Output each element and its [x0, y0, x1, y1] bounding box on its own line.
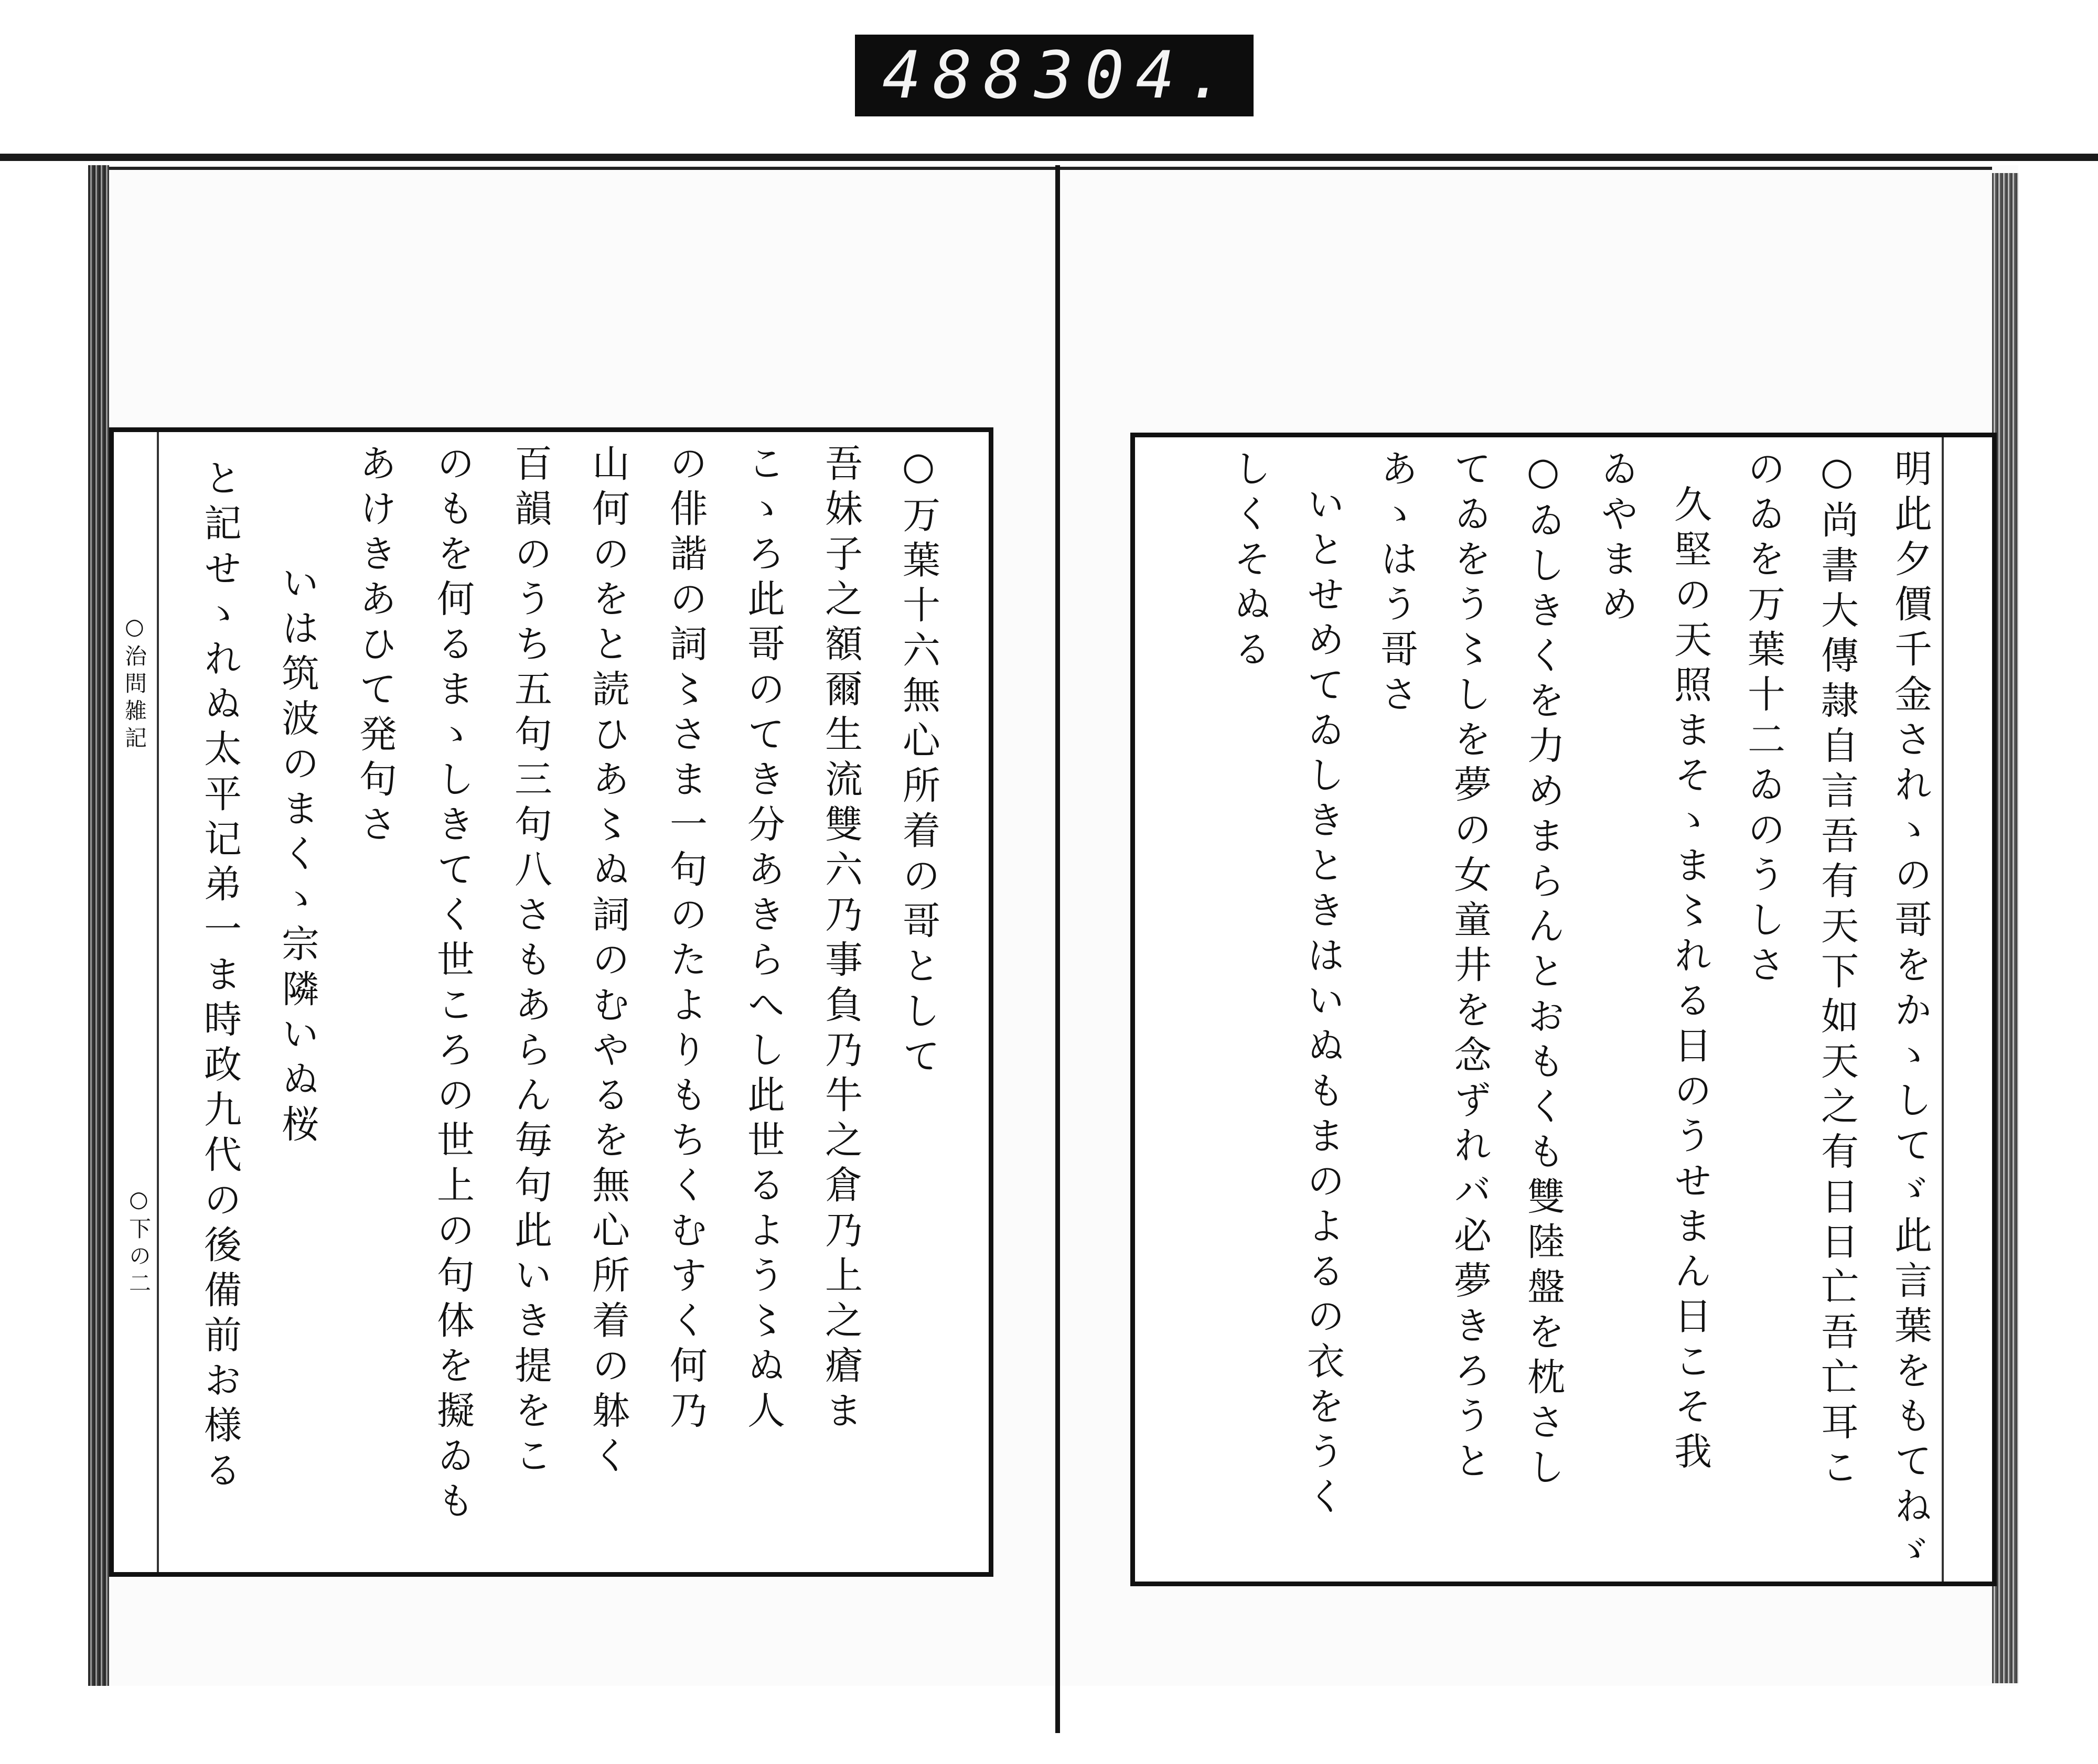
right-column-5: ゐやまめ	[1594, 449, 1639, 629]
right-column-6: ○ゐしきくを力めまらんとおもくも雙陸盤を枕さし	[1521, 449, 1565, 1492]
catalog-counter	[855, 35, 1254, 116]
right-column-3: のゐを万葉十二ゐのうしさ	[1741, 449, 1785, 990]
left-page-top-line	[109, 167, 1055, 170]
left-column-3: こゝろ此哥のてき分あきらへし此世るよう〻ぬ人	[741, 444, 785, 1436]
left-column-8: あけきあひて発句さ	[353, 444, 397, 849]
left-column-7: のもを何るまゝしきてく世ころの世上の句体を擬ゐも	[431, 444, 475, 1526]
book-left-edge	[88, 165, 109, 1686]
counter-left-number: 488	[882, 38, 1034, 113]
left-frame-inner-rule	[157, 432, 159, 1572]
margin-book-title: ○治問雑記	[122, 614, 147, 754]
margin-page-number: ○下の二	[126, 1186, 152, 1299]
right-page-top-line	[1060, 167, 1992, 170]
right-frame-inner-rule	[1942, 437, 1944, 1582]
left-column-4: の俳諧の詞〻さま一句のたよりもちくむすく何乃	[663, 444, 708, 1436]
right-column-8: あゝはう哥さ	[1374, 449, 1418, 719]
right-column-2: ○尚書大傳隷自言吾有天下如天之有日日亡吾亡耳こ	[1815, 449, 1859, 1492]
right-column-7: てゐをう〻しを夢の女童井を念ずれバ必夢きろうと	[1448, 449, 1492, 1486]
left-page-text-frame	[109, 427, 993, 1577]
left-column-10: と記せゝれぬ太平记弟一ま時政九代の後備前お様る	[198, 458, 242, 1496]
left-column-5: 山何のをと読ひあ〻ぬ詞のむやるを無心所着の躰く	[586, 444, 630, 1481]
left-column-6: 百韻のうち五句三句八さもあらん毎句此いき提をこ	[508, 444, 552, 1481]
book-gutter	[1055, 165, 1060, 1733]
left-column-9: いは筑波のまくゝ宗隣いぬ桜	[275, 563, 319, 1149]
counter-right-number: 304.	[1034, 38, 1237, 113]
scan-top-rule	[0, 154, 2098, 161]
left-column-2: 吾妹子之額爾生流雙六乃事負乃牛之倉乃上之瘡ま	[819, 444, 863, 1436]
right-column-4: 久堅の天照まそゝま〻れる日のうせまん日こそ我	[1668, 485, 1712, 1477]
right-column-1: 明此夕價千金されゝの哥をかゝしてゞ此言葉をもてねゞ	[1888, 449, 1932, 1576]
left-column-1: ○万葉十六無心所着の哥として	[896, 444, 940, 1081]
right-page-text-frame	[1130, 433, 1997, 1586]
right-column-10: しくそぬる	[1227, 449, 1271, 674]
right-column-9: いとせめてゐしきときはいぬもまのよるの衣をうく	[1301, 485, 1345, 1522]
